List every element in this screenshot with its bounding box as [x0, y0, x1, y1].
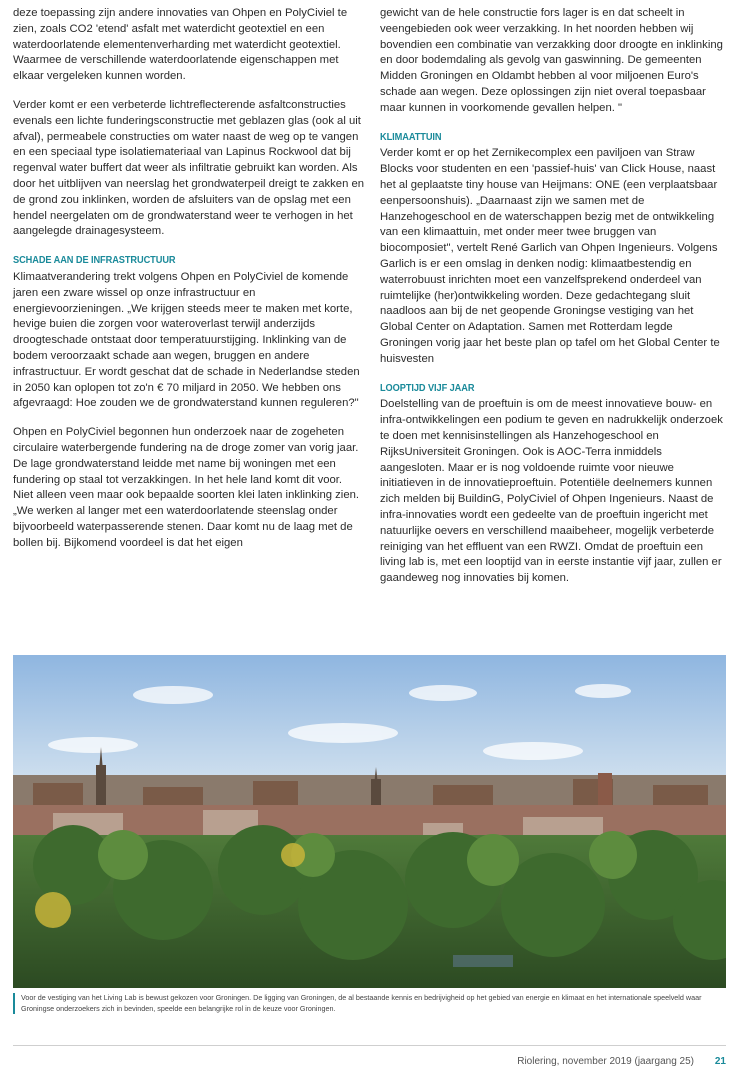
left-column	[13, 6, 365, 565]
heading-schade-infrastructuur: SCHADE AAN DE INFRASTRUCTUUR	[13, 254, 176, 267]
footer-publication: Riolering, november 2019 (jaargang 25)	[517, 1056, 694, 1067]
right-paragraph-1: gewicht van de hele constructie fors lager is en dat scheelt in veengebieden ook weer verzakking. In het noorden hebben wij bovendien een combinatie van verzakking door droogte en inklinking en door bodemdaling als gevolg van gaswinning. De gemeenten Midden Groningen en Oldambt hebben al voor miljoenen Euro's schade aan wegen. Deze oplossingen zijn niet overal toepasbaar maar kunnen in voorkomende gevallen helpen. "	[380, 7, 723, 114]
photo-caption: Voor de vestiging van het Living Lab is bewust gekozen voor Groningen. De ligging van Groningen, de al bestaande kennis en bedrijvigheid op het gebied van energie en klimaat en het internationale speelveld waar Groningse onderzoekers zich in bevinden, speelde een belangrijke rol in de keuze voor Groningen.	[13, 993, 726, 1014]
heading-looptijd: LOOPTIJD VIJF JAAR	[380, 381, 475, 394]
footer-divider	[13, 1045, 726, 1046]
right-paragraph-2: Verder komt er op het Zernikecomplex een paviljoen van Straw Blocks voor studenten en een 'passief-huis' van Click House, naast het al geplaatste tiny house van Heijmans: ONE (een verplaatsbaar eenpersoonshuis). „Daarnaast zijn we samen met de Hanzehogeschool en de waterschappen bezig met de ontwikkeling van een klimaattuin, met onder meer twee bruggen van biocomposiet", vertelt René Garlich van Ohpen Ingenieurs. Volgens Garlich is er een omslag in denken nodig: klimaatbestendig en waterrobuust inrichten moet een vanzelfsprekend onderdeel van ruimtelijke (her)ontwikkeling worden. Deze gedachtegang sluit naadloos aan bij de net geopende Groningse vestiging van het Global Center on Adaptation. Samen met Rotterdam legde Groningen vorig jaar het beste plan op tafel om het Global Center te huisvesten	[380, 147, 720, 365]
left-paragraph-3: Klimaatverandering trekt volgens Ohpen en PolyCiviel de komende jaren een zware wissel op onze infrastructuur en energievoorzieningen. „We krijgen steeds meer te maken met korte, hevige buien die zorgen voor wateroverlast terwijl anderzijds droogteschade ontstaat door temperatuurstijging. Inklinking van de bodem veroorzaakt schade aan wegen, bruggen en andere infrastructuur. Er wordt geschat dat de schade in Nederlandse steden in 2050 kan oplopen tot zo'n € 70 miljard in 2050. We hebben ons afgevraagd: Hoe zouden we de grondwaterstand kunnen reguleren?"	[13, 270, 360, 410]
right-paragraph-3: Doelstelling van de proeftuin is om de meest innovatieve bouw- en infra-ontwikkelingen een podium te geven en nadrukkelijk onderzoek te doen met kennisinstellingen als Hanzehogeschool en RijksUniversiteit Groningen. Ook is AOC-Terra inmiddels aangesloten. Maar er is nog voldoende ruimte voor nieuwe initiatieven in de innovatieproeftuin. Potentiële deelnemers kunnen zich melden bij BuildinG, PolyCiviel of Ohpen Ingenieurs. Naast de infra-innovaties wordt een gedeelte van de proeftuin ingericht met natuurlijke oevers en verschillend maaibeheer, mogelijk verbeterde reiniging van het effluent van een RWZI. Omdat de proeftuin een living lab is, met een looptijd van in eerste instantie vijf jaar, zullen er gaandeweg nog innovaties bij komen.	[380, 398, 723, 585]
left-paragraph-2: Verder komt er een verbeterde lichtreflecterende asfaltconstructies evenals een lichte funderingsconstructie met geblazen glas (ook al uit afval), permeabele constructies om water naast de weg op te vangen en een speciaal type isolatiemateriaal van Lapinus Rockwool dat bij regenval water buffert dat weer als infiltratie gebruikt kan worden. Als door het uitblijven van neerslag het grondwaterpeil dreigt te zakken en de grond zou inklinken, worden de afsluiters van de opslag met een hendel neergelaten om de grondwaterstand weer te verhogen in het aangelegde drainagesysteem.	[13, 98, 365, 238]
right-column	[380, 6, 726, 600]
city-panorama-photo	[13, 655, 726, 988]
page-number: 21	[714, 1056, 726, 1067]
groningen-skyline-illustration	[13, 655, 726, 988]
left-paragraph-4: Ohpen en PolyCiviel begonnen hun onderzoek naar de zogeheten circulaire waterbergende fundering na de droge zomer van vorig jaar. De lage grondwaterstand leidde met name bij woningen met een fundering op staal tot verzakkingen. In het hele land komt dit voor. Niet alleen veen maar ook bepaalde soorten klei laten inklinking zien. „We werken al langer met een waterdoorlatende steenslag onder bijvoorbeeld waterpasserende stenen. Daar komt nu de laag met de bollen bij. Bijkomend voordeel is dat het eigen	[13, 426, 360, 549]
heading-klimaattuin: KLIMAATTUIN	[380, 130, 442, 143]
left-paragraph-1: deze toepassing zijn andere innovaties van Ohpen en PolyCiviel te zien, zoals CO2 'etend' asfalt met waterdicht geotextiel en een waterdoorlatende elementenverharding met waterdicht geotextiel. Waarmee de verschillende waterdoorlatende eigenschappen met elkaar vergeleken kunnen worden.	[13, 7, 348, 83]
